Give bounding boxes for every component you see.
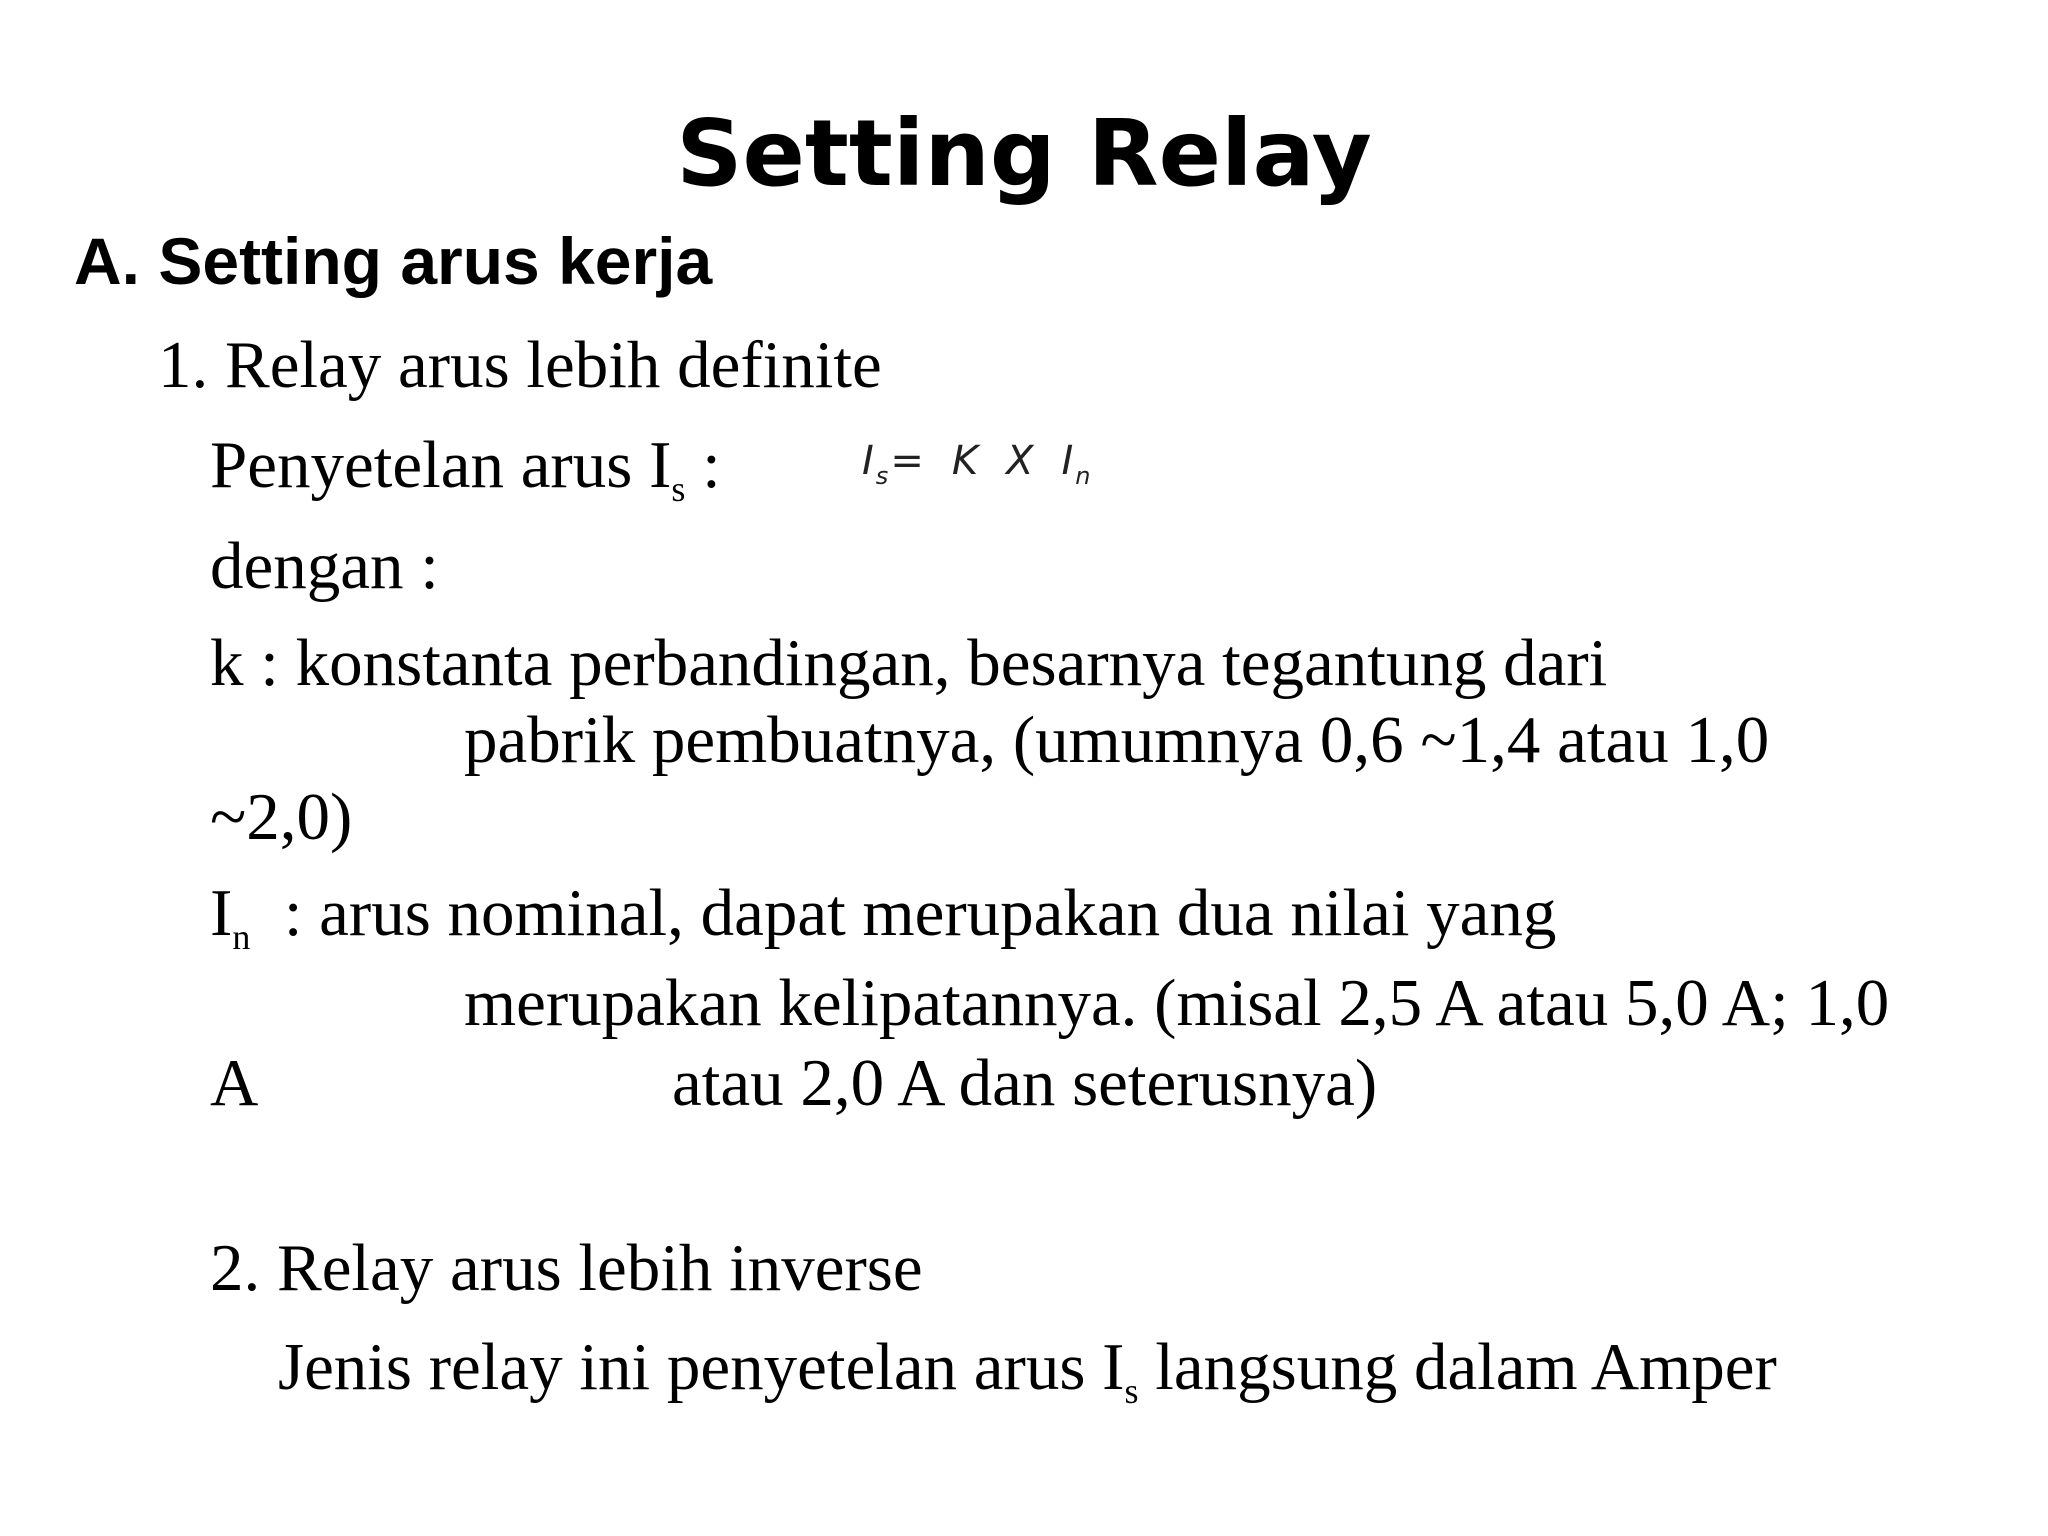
- formula-is-equals-k-x-in: [862, 438, 1092, 490]
- k-definition-line3: ~2,0): [210, 780, 353, 854]
- in-definition-line1: [210, 876, 1557, 957]
- formula-lhs-sub: s: [875, 462, 891, 490]
- setting-current-subscript: s: [671, 469, 686, 509]
- formula-rhs: I: [1061, 438, 1076, 484]
- formula-eq: =: [890, 438, 926, 484]
- formula-x: X: [1006, 438, 1036, 484]
- section-heading: A. Setting arus kerja: [74, 224, 713, 298]
- k-definition-line1: k : konstanta perbandingan, besarnya tegantung dari: [210, 626, 1608, 700]
- setting-current-colon: :: [685, 428, 721, 502]
- item2-desc-text-b: langsung dalam Amper: [1138, 1330, 1777, 1404]
- k-definition-line2: pabrik pembuatnya, (umumnya 0,6 ~1,4 atau 1,0: [464, 703, 1770, 777]
- dengan-label: dengan :: [210, 529, 439, 603]
- setting-current-text: Penyetelan arus I: [210, 428, 672, 502]
- item2-desc-text-a: Jenis relay ini penyetelan arus I: [278, 1330, 1125, 1404]
- page-title: Setting Relay: [676, 100, 1372, 207]
- item2-label: 2. Relay arus lebih inverse: [210, 1231, 923, 1305]
- setting-current-line: [210, 428, 721, 509]
- in-definition-text: : arus nominal, dapat merupakan dua nilai yang: [250, 876, 1557, 950]
- in-symbol: I: [210, 876, 233, 950]
- formula-rhs-sub: n: [1075, 462, 1093, 490]
- in-definition-line3-a: A: [210, 1046, 259, 1120]
- item2-desc-subscript: s: [1124, 1371, 1139, 1411]
- in-definition-line3-b: atau 2,0 A dan seterusnya): [672, 1046, 1378, 1120]
- item1-label: 1. Relay arus lebih definite: [158, 328, 882, 402]
- formula-lhs: I: [862, 438, 876, 484]
- in-definition-line2: merupakan kelipatannya. (misal 2,5 A atau 5,0 A; 1,0: [464, 966, 1890, 1040]
- formula-k: K: [951, 438, 981, 484]
- item2-description: [278, 1330, 1777, 1411]
- in-symbol-subscript: n: [232, 917, 251, 957]
